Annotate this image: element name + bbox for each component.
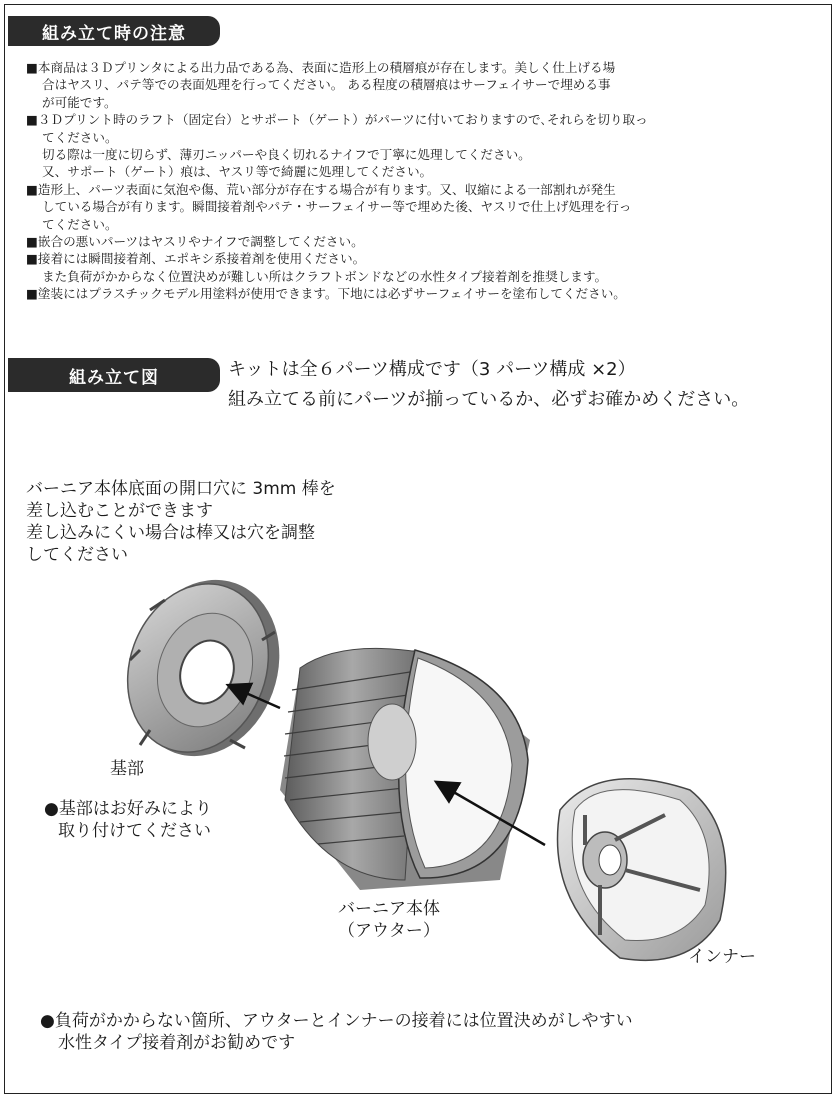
outer-body-part xyxy=(280,648,530,890)
hole-caption-line: 差し込むことができます xyxy=(26,501,213,521)
caution-note-line: ■接着には瞬間接着剤、エポキシ系接着剤を使用ください。 xyxy=(26,251,366,267)
outer-body-label-line: バーニア本体 xyxy=(338,899,440,919)
adhesive-note-line: ●負荷がかからない箇所、アウターとインナーの接着には位置決めがしやすい xyxy=(40,1011,633,1031)
base-note xyxy=(44,798,212,842)
caution-note-line: 又、サポート（ゲート）痕は、ヤスリ等で綺麗に処理してください。 xyxy=(42,164,433,180)
hole-caption-line: バーニア本体底面の開口穴に 3mm 棒を xyxy=(26,479,336,499)
adhesive-note-line: 水性タイプ接着剤がお勧めです xyxy=(58,1033,296,1053)
caution-note-line: している場合が有ります。瞬間接着剤やパテ・サーフェイサー等で埋めた後、ヤスリで仕上げ処理を行っ xyxy=(42,199,632,215)
hole-caption-line: 差し込みにくい場合は棒又は穴を調整 xyxy=(26,523,315,543)
outer-body-label-line: （アウター） xyxy=(338,921,440,941)
caution-note-line: ■嵌合の悪いパーツはヤスリやナイフで調整してください。 xyxy=(26,234,364,250)
caution-note-line: 切る際は一度に切らず、薄刃ニッパーや良く切れるナイフで丁寧に処理してください。 xyxy=(42,147,531,163)
caution-note-line: ■塗装にはプラスチックモデル用塗料が使用できます。下地には必ずサーフェイサーを塗布してください。 xyxy=(26,286,626,302)
caution-note-line: ■造形上、パーツ表面に気泡や傷、荒い部分が存在する場合が有ります。又、収縮による一部割れが発生 xyxy=(26,181,616,197)
outer-body-label xyxy=(338,898,440,942)
caution-section-title: 組み立て時の注意 xyxy=(8,16,220,46)
caution-note-line: てください。 xyxy=(42,129,118,145)
inner-part xyxy=(558,779,726,961)
caution-note-line: てください。 xyxy=(42,216,118,232)
caution-note-line: ■本商品は３Ｄプリンタによる出力品である為、表面に造形上の積層痕が存在します。美しく仕上げる場 xyxy=(26,60,616,75)
caution-note-line: ■３Ｄプリント時のラフト（固定台）とサポート（ゲート）がパーツに付いておりますので､それらを切り取っ xyxy=(26,112,648,128)
adhesive-note xyxy=(40,1010,633,1054)
kit-parts-count: キットは全６パーツ構成です（3 パーツ構成 ×2） xyxy=(228,359,636,380)
base-part xyxy=(105,559,304,777)
assembly-section-title: 組み立て図 xyxy=(8,358,220,392)
inner-label: インナー xyxy=(688,947,756,967)
base-label: 基部 xyxy=(110,759,144,779)
hole-caption-line: してください xyxy=(26,545,128,565)
caution-note-line: 合はヤスリ、パテ等での表面処理を行ってください。 ある程度の積層痕はサーフェイサーで埋める事 xyxy=(42,77,611,93)
base-note-line: 取り付けてください xyxy=(58,821,211,841)
caution-note-line: が可能です。 xyxy=(42,94,117,110)
caution-note-line: また負荷がかからなく位置決めが難しい所はクラフトボンドなどの水性タイプ接着剤を推奨します。 xyxy=(42,268,608,284)
kit-check-notice: 組み立てる前にパーツが揃っているか、必ずお確かめください。 xyxy=(228,389,750,410)
base-note-line: ●基部はお好みにより xyxy=(44,799,212,819)
